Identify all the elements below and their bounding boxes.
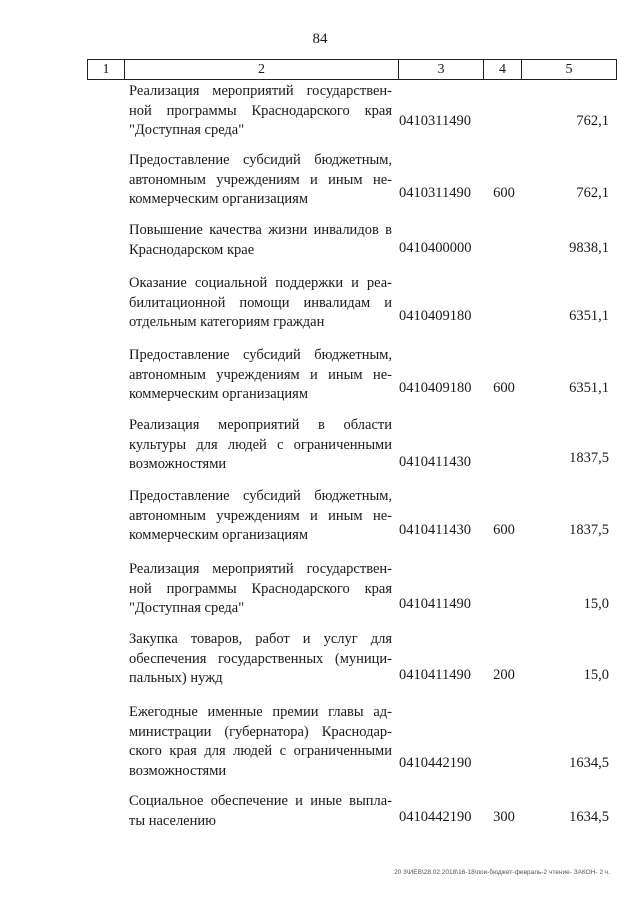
target-code: 0410411490 bbox=[399, 667, 471, 683]
target-code: 0410311490 bbox=[399, 185, 471, 201]
row-description: Закупка товаров, работ и услуг для обеспечения государственных (муници-пальных) нужд bbox=[129, 631, 392, 686]
amount-value: 762,1 bbox=[576, 185, 609, 201]
row-description: Оказание социальной поддержки и реа-билитационной помощи инвалидам и отдельным категориям граждан bbox=[129, 275, 392, 330]
target-code: 0410409180 bbox=[399, 308, 472, 324]
row-description: Предоставление субсидий бюджетным, автономным учреждениям и иным не-коммерческим организациям bbox=[129, 347, 392, 402]
expense-type-code: 200 bbox=[493, 667, 515, 683]
amount-value: 15,0 bbox=[583, 667, 609, 683]
amount-value: 762,1 bbox=[576, 113, 609, 129]
target-code: 0410442190 bbox=[399, 755, 472, 771]
row-description: Предоставление субсидий бюджетным, автономным учреждениям и иным не-коммерческим организациям bbox=[129, 152, 392, 207]
target-code: 0410442190 bbox=[399, 809, 472, 825]
row-description: Ежегодные именные премии главы ад-министрации (губернатора) Краснодар-ского края для людей с ограниченными возможностями bbox=[129, 704, 392, 779]
target-code: 0410411430 bbox=[399, 522, 471, 538]
column-header-table bbox=[87, 59, 617, 80]
header-col-2: 2 bbox=[125, 60, 399, 80]
amount-value: 15,0 bbox=[583, 596, 609, 612]
amount-value: 1634,5 bbox=[569, 809, 609, 825]
expense-type-code: 600 bbox=[493, 380, 515, 396]
row-description: Социальное обеспечение и иные выпла-ты населению bbox=[129, 793, 392, 829]
target-code: 0410411490 bbox=[399, 596, 471, 612]
target-code: 0410311490 bbox=[399, 113, 471, 129]
expense-type-code: 300 bbox=[493, 809, 515, 825]
header-col-4: 4 bbox=[484, 60, 522, 80]
amount-value: 6351,1 bbox=[569, 380, 609, 396]
target-code: 0410400000 bbox=[399, 240, 472, 256]
header-col-1: 1 bbox=[88, 60, 125, 80]
row-description: Повышение качества жизни инвалидов в Краснодарском крае bbox=[129, 222, 392, 258]
expense-type-code: 600 bbox=[493, 185, 515, 201]
row-description: Реализация мероприятий в области культуры для людей с ограниченными возможностями bbox=[129, 417, 392, 472]
amount-value: 1837,5 bbox=[569, 450, 609, 466]
expense-type-code: 600 bbox=[493, 522, 515, 538]
target-code: 0410409180 bbox=[399, 380, 472, 396]
amount-value: 6351,1 bbox=[569, 308, 609, 324]
footer-file-path: 20 3\ИЕВ\28.02.2018\16-18\пои-бюджет-февраль-2 чтение- ЗАКОН- 2 ч. bbox=[394, 869, 610, 876]
header-col-5: 5 bbox=[522, 60, 617, 80]
header-col-3: 3 bbox=[399, 60, 484, 80]
page-number: 84 bbox=[312, 31, 328, 47]
row-description: Предоставление субсидий бюджетным, автономным учреждениям и иным не-коммерческим организациям bbox=[129, 488, 392, 543]
row-description: Реализация мероприятий государствен-ной программы Краснодарского края "Доступная среда" bbox=[129, 561, 392, 616]
amount-value: 1837,5 bbox=[569, 522, 609, 538]
target-code: 0410411430 bbox=[399, 454, 471, 470]
row-description: Реализация мероприятий государствен-ной программы Краснодарского края "Доступная среда" bbox=[129, 83, 392, 138]
amount-value: 9838,1 bbox=[569, 240, 609, 256]
amount-value: 1634,5 bbox=[569, 755, 609, 771]
